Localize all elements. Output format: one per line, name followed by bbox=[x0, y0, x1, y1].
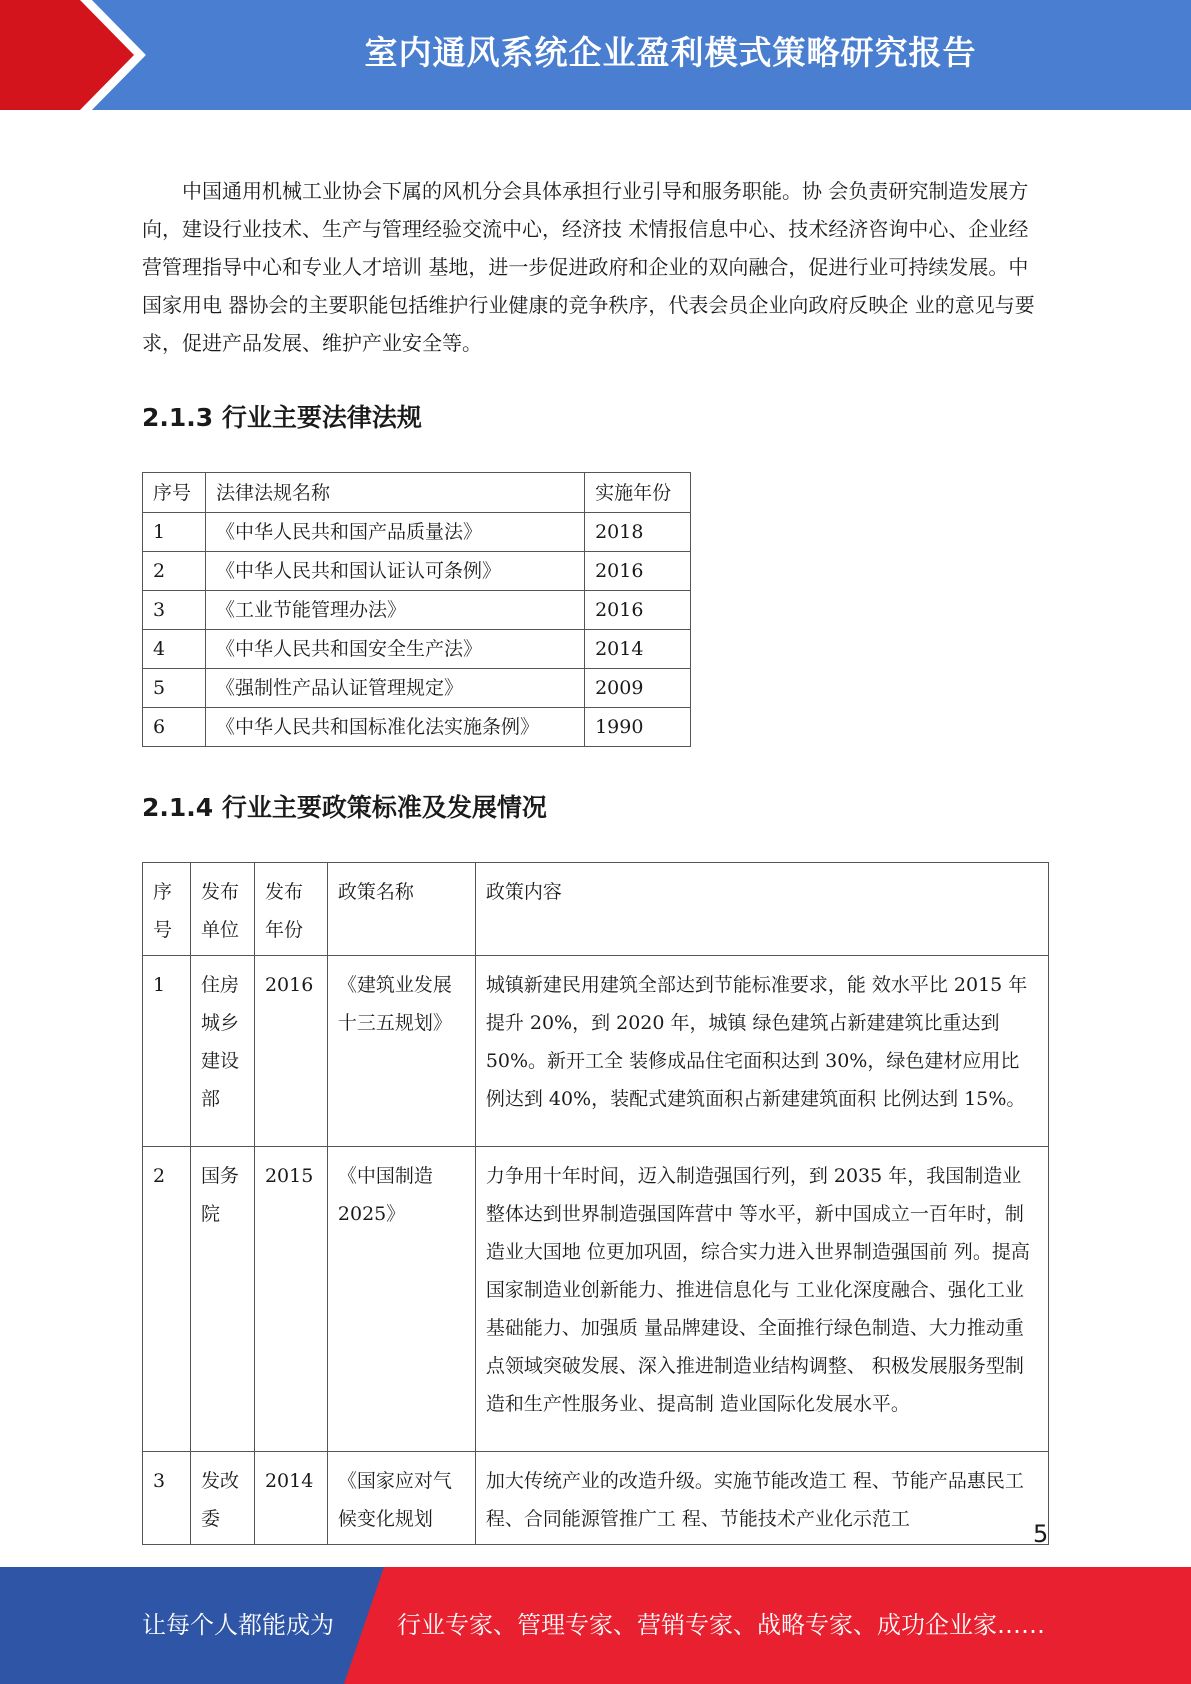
table-cell: 2018 bbox=[585, 513, 691, 552]
table-row bbox=[143, 708, 691, 747]
table-cell: 2 bbox=[143, 1147, 191, 1452]
header-cell: 序号 bbox=[143, 863, 191, 956]
header-arrow-decoration bbox=[0, 0, 150, 110]
table-cell: 1990 bbox=[585, 708, 691, 747]
table-cell: 发改委 bbox=[190, 1452, 254, 1545]
page-number: 5 bbox=[1033, 1520, 1049, 1548]
table-cell: 《工业节能管理办法》 bbox=[205, 591, 584, 630]
table-cell: 3 bbox=[143, 591, 206, 630]
header-cell: 发布单位 bbox=[190, 863, 254, 956]
table-cell: 2016 bbox=[254, 956, 327, 1147]
page-footer bbox=[0, 1567, 1191, 1684]
table-cell: 城镇新建民用建筑全部达到节能标准要求，能 效水平比 2015 年提升 20%，到 2020 年，城镇 绿色建筑占新建建筑比重达到 50%。新开工全 装修成品住宅面积达到 30%，绿色建材应用比 例达到 40%，装配式建筑面积占新建建筑面积 比例达到 15%。 bbox=[475, 956, 1048, 1147]
table-cell: 1 bbox=[143, 513, 206, 552]
table-row bbox=[143, 669, 691, 708]
table-row bbox=[143, 552, 691, 591]
table-cell: 《中国制造2025》 bbox=[327, 1147, 475, 1452]
policy-table bbox=[142, 862, 1049, 1545]
header-cell: 政策内容 bbox=[475, 863, 1048, 956]
table-row bbox=[143, 513, 691, 552]
table-cell: 2014 bbox=[585, 630, 691, 669]
footer-slogan-left: 让每个人都能成为 bbox=[142, 1611, 334, 1639]
table-cell: 《中华人民共和国产品质量法》 bbox=[205, 513, 584, 552]
section-heading-policies: 2.1.4 行业主要政策标准及发展情况 bbox=[142, 793, 547, 822]
table-cell: 2009 bbox=[585, 669, 691, 708]
table-cell: 《中华人民共和国认证认可条例》 bbox=[205, 552, 584, 591]
table-header-row bbox=[143, 863, 1049, 956]
table-cell: 国务院 bbox=[190, 1147, 254, 1452]
header-cell: 序号 bbox=[143, 473, 206, 513]
table-cell: 5 bbox=[143, 669, 206, 708]
table-row bbox=[143, 1452, 1049, 1545]
table-cell: 2015 bbox=[254, 1147, 327, 1452]
table-cell: 2016 bbox=[585, 591, 691, 630]
table-cell: 6 bbox=[143, 708, 206, 747]
table-cell: 《中华人民共和国安全生产法》 bbox=[205, 630, 584, 669]
table-cell: 1 bbox=[143, 956, 191, 1147]
table-cell: 4 bbox=[143, 630, 206, 669]
table-cell: 《中华人民共和国标准化法实施条例》 bbox=[205, 708, 584, 747]
page-header bbox=[0, 0, 1191, 110]
table-cell: 住房城乡建设部 bbox=[190, 956, 254, 1147]
table-cell: 2014 bbox=[254, 1452, 327, 1545]
table-header-row bbox=[143, 473, 691, 513]
header-cell: 实施年份 bbox=[585, 473, 691, 513]
table-row bbox=[143, 1147, 1049, 1452]
section-heading-laws: 2.1.3 行业主要法律法规 bbox=[142, 403, 422, 432]
table-cell: 《国家应对气候变化规划 bbox=[327, 1452, 475, 1545]
table-cell: 《建筑业发展十三五规划》 bbox=[327, 956, 475, 1147]
table-cell: 2 bbox=[143, 552, 206, 591]
table-row bbox=[143, 630, 691, 669]
table-cell: 3 bbox=[143, 1452, 191, 1545]
intro-paragraph: 中国通用机械工业协会下属的风机分会具体承担行业引导和服务职能。协 会负责研究制造发展方向，建设行业技术、生产与管理经验交流中心，经济技 术情报信息中心、技术经济咨询中心、企业经营管理指导中心和专业人才培训 基地，进一步促进政府和企业的双向融合，促进行业可持续发展。中国家用电 器协会的主要职能包括维护行业健康的竞争秩序，代表会员企业向政府反映企 业的意见与要求，促进产品发展、维护产业安全等。 bbox=[142, 179, 1035, 355]
table-cell: 力争用十年时间，迈入制造强国行列，到 2035 年，我国制造业整体达到世界制造强国阵营中 等水平，新中国成立一百年时，制造业大国地 位更加巩固，综合实力进入世界制造强国前 列。提高国家制造业创新能力、推进信息化与 工业化深度融合、强化工业基础能力、加强质 量品牌建设、全面推行绿色制造、大力推动重 点领域突破发展、深入推进制造业结构调整、 积极发展服务型制造和生产性服务业、提高制 造业国际化发展水平。 bbox=[475, 1147, 1048, 1452]
table-row bbox=[143, 956, 1049, 1147]
laws-table bbox=[142, 472, 691, 747]
table-row bbox=[143, 591, 691, 630]
header-cell: 发布年份 bbox=[254, 863, 327, 956]
header-cell: 法律法规名称 bbox=[205, 473, 584, 513]
header-cell: 政策名称 bbox=[327, 863, 475, 956]
table-cell: 《强制性产品认证管理规定》 bbox=[205, 669, 584, 708]
table-cell: 加大传统产业的改造升级。实施节能改造工 程、节能产品惠民工程、合同能源管推广工 程、节能技术产业化示范工 bbox=[475, 1452, 1048, 1545]
footer-slogan-right: 行业专家、管理专家、营销专家、战略专家、成功企业家…… bbox=[397, 1611, 1045, 1639]
report-title: 室内通风系统企业盈利模式策略研究报告 bbox=[364, 33, 977, 72]
table-cell: 2016 bbox=[585, 552, 691, 591]
